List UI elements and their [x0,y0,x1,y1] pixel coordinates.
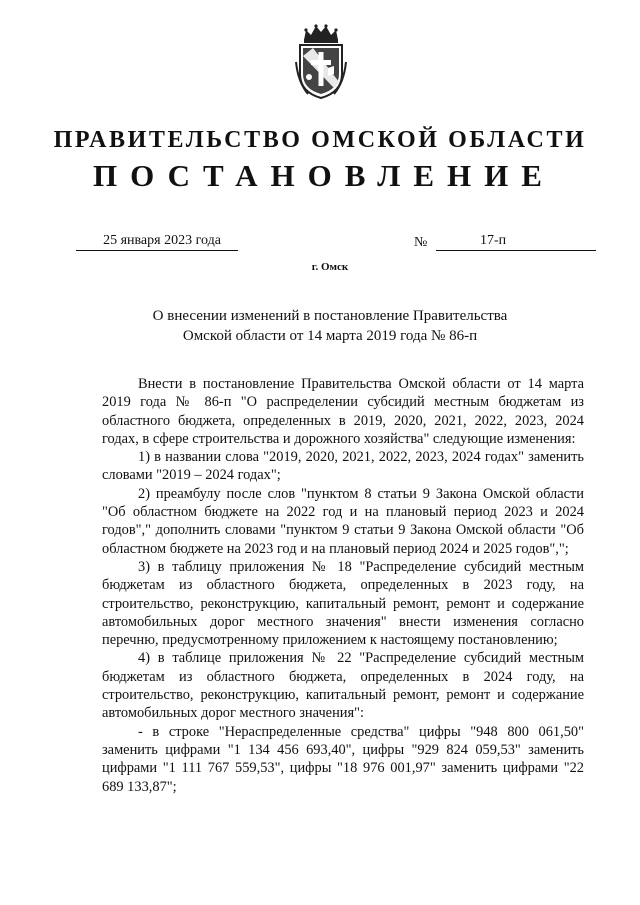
document-subject [60,306,600,346]
document-number: 17-п [436,232,596,251]
body-paragraph: 3) в таблицу приложения № 18 "Распределение субсидий местным бюджетам из областного бюджета, определенных в 2023 году, на строительство, реконструкцию, капитальный ремонт, ремонт и содержание автомобильных дорог местного значения" внести изменения согласно перечню, предусмотренному приложением к настоящему постановлению; [102,558,584,649]
number-sign: № [414,235,428,250]
body-paragraph: - в строке "Нераспределенные средства" цифры "948 800 061,50" заменить цифрами "1 134 456 693,40", цифры "929 824 059,53" заменить цифрами "1 111 767 559,53", цифры "18 976 001,97" заменить цифрами "22 689 133,87"; [102,723,584,795]
document-type: ПОСТАНОВЛЕНИЕ [93,158,555,193]
body-paragraph: 2) преамбулу после слов "пунктом 8 статьи 9 Закона Омской области "Об областном бюджете на 2022 год и на плановый период 2023 и 2024 годов"," дополнить словами "пунктом 9 статьи 9 Закона Омской области "Об областном бюджете на 2023 год и на плановый период 2024 и 2025 годов","; [102,485,584,557]
omsk-region-coat-of-arms-icon [294,22,348,100]
document-date: 25 января 2023 года [76,232,238,251]
body-paragraph: Внести в постановление Правительства Омской области от 14 марта 2019 года № 86-п "О распределении субсидий местным бюджетам из областного бюджета, определенных в 2019, 2020, 2021, 2022, 2023, 2024 годах, в сфере строительства и дорожного хозяйства" следующие изменения: [102,376,584,447]
subject-line-2: Омской области от 14 марта 2019 года № 86-п [182,328,478,344]
document-body [102,375,584,796]
organization-title: ПРАВИТЕЛЬСТВО ОМСКОЙ ОБЛАСТИ [53,127,587,153]
subject-line-1: О внесении изменений в постановление Правительства [152,308,508,324]
body-paragraph: 4) в таблице приложения № 22 "Распределение субсидий местным бюджетам из областного бюджета, определенных в 2024 году, на строительство, реконструкцию, капитальный ремонт, ремонт и содержание автомобильных дорог местного значения": [102,650,584,722]
city-label: г. Омск [311,261,349,273]
body-paragraph: 1) в названии слова "2019, 2020, 2021, 2022, 2023, 2024 годах" заменить словами "2019 – 2024 годах"; [102,449,584,484]
